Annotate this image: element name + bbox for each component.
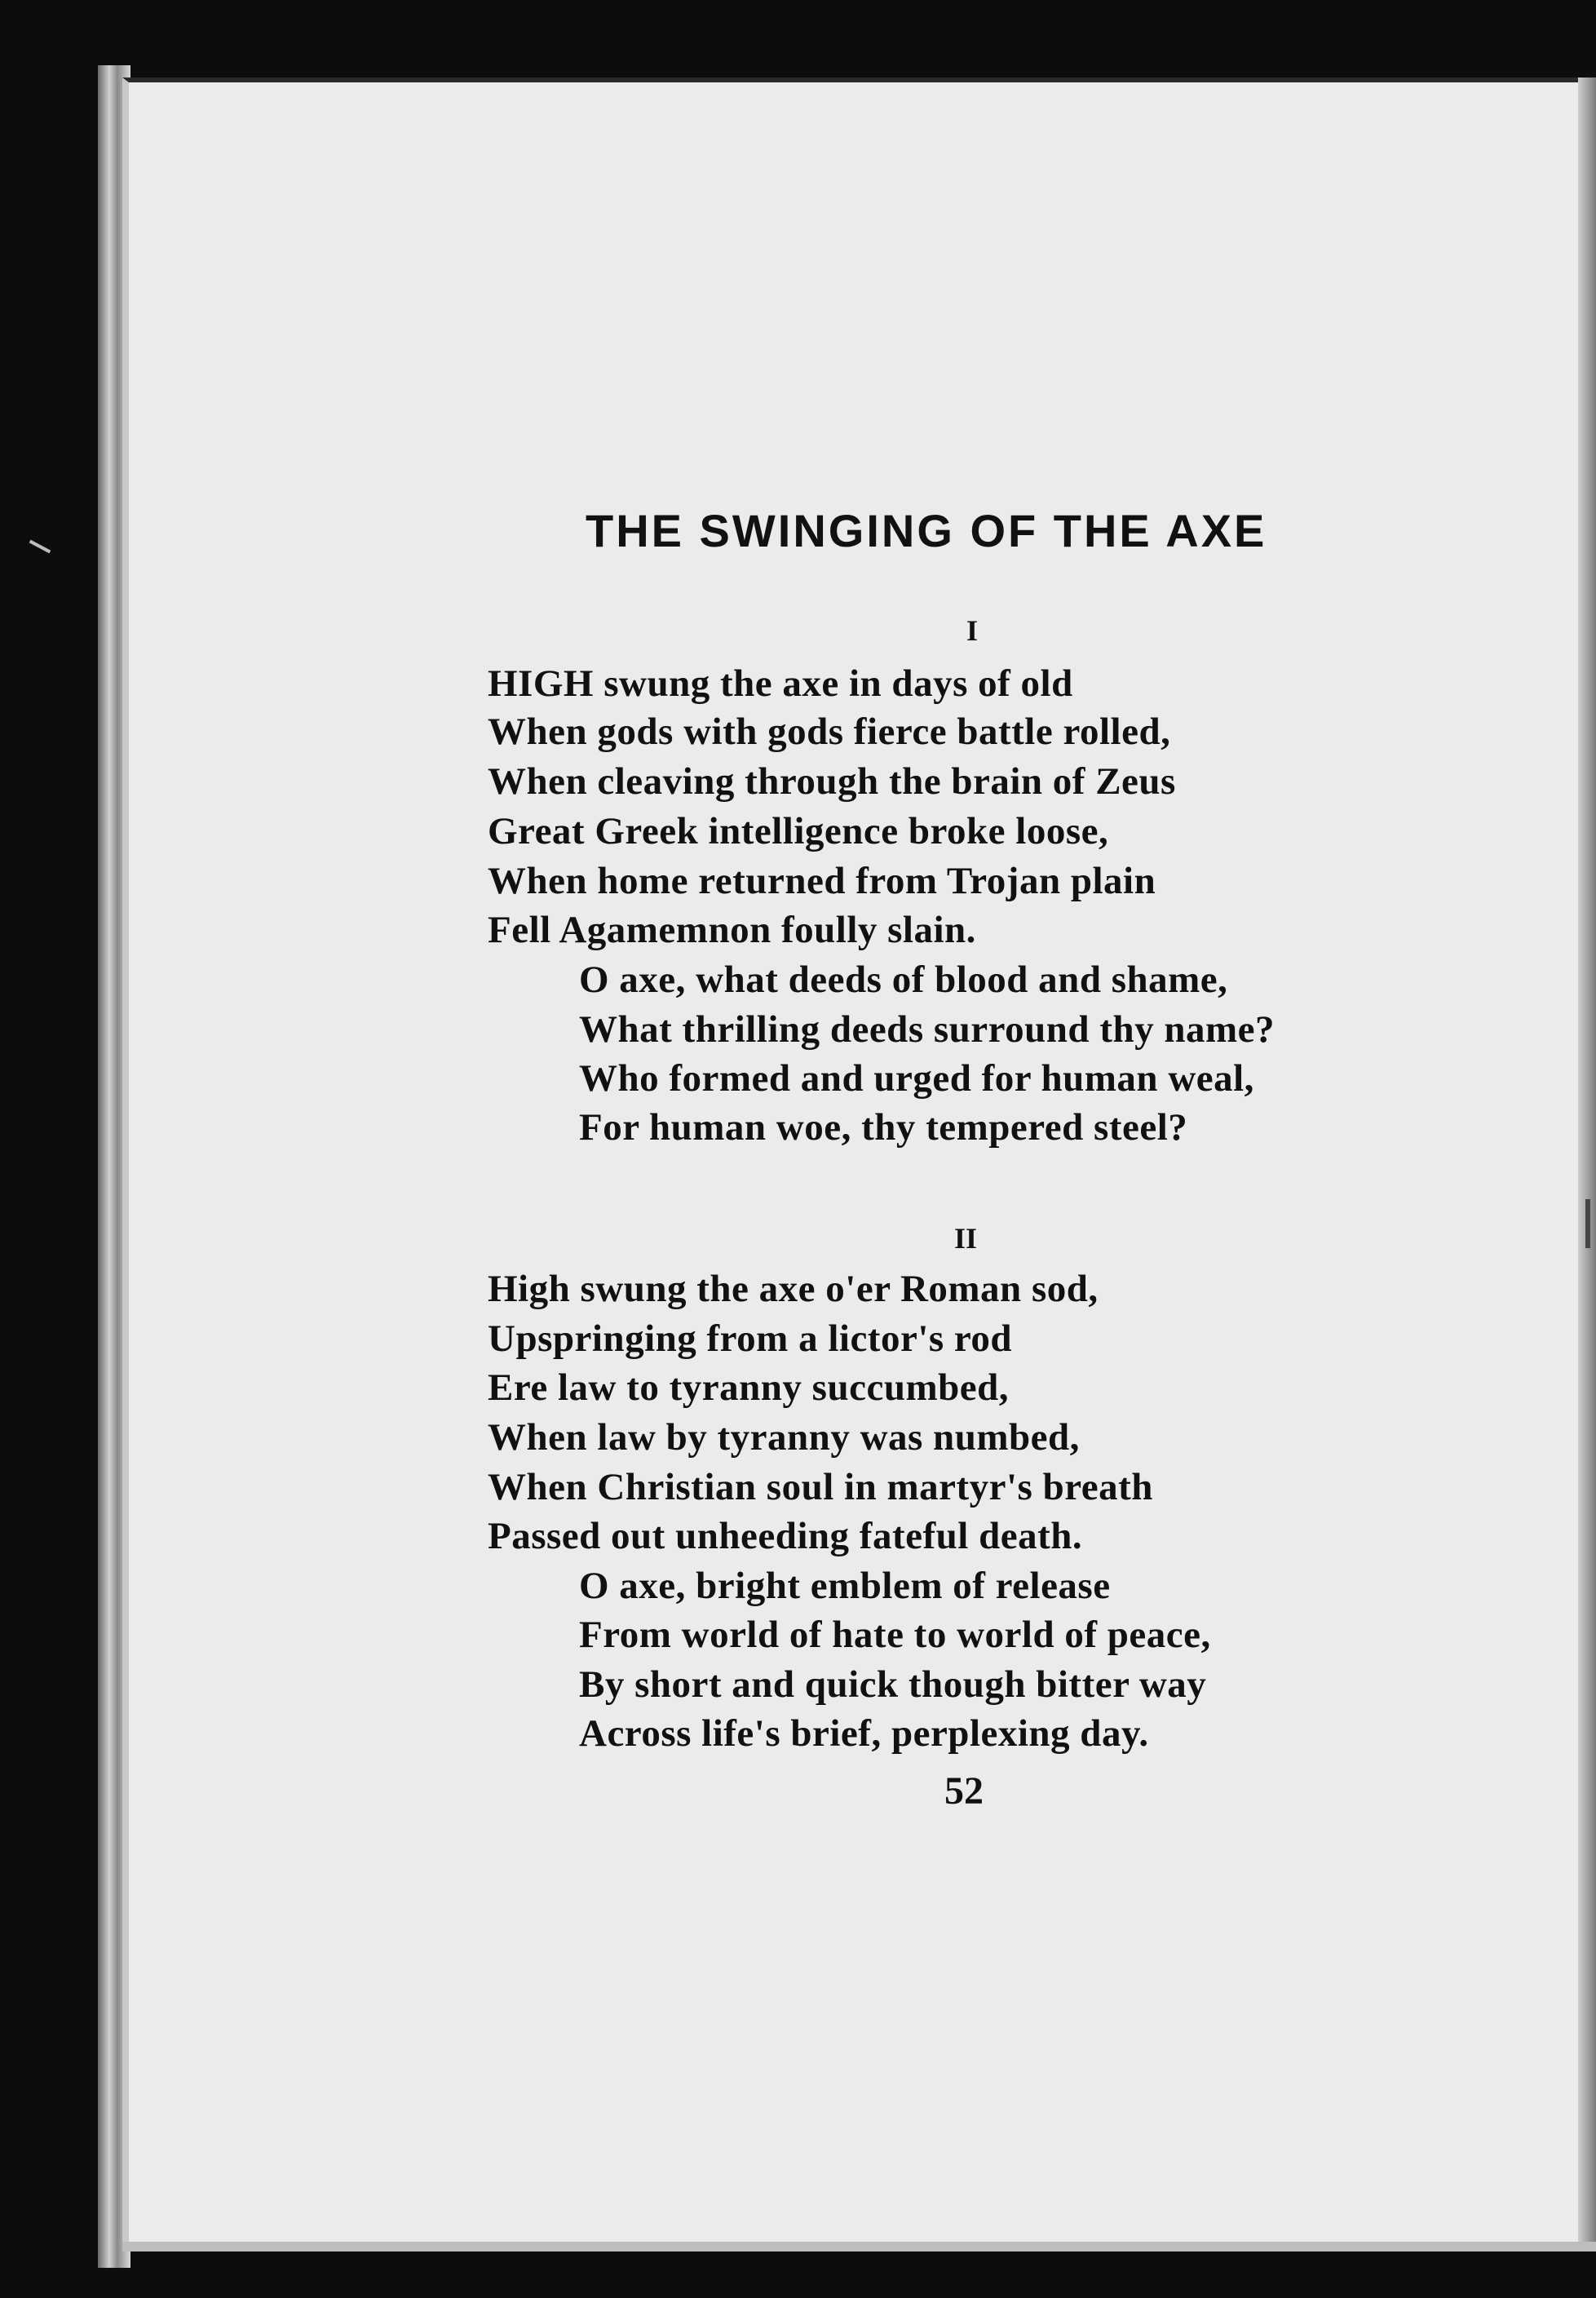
refrain-line: O axe, what deeds of blood and shame, — [579, 959, 1228, 1001]
stanza-line: Passed out unheeding fateful death. — [488, 1515, 1083, 1557]
refrain-line: Across life's brief, perplexing day. — [579, 1712, 1149, 1755]
stanza-line: Fell Agamemnon foully slain. — [488, 909, 976, 951]
margin-mark-right — [1585, 1199, 1590, 1248]
stanza-line: High swung the axe o'er Roman sod, — [488, 1268, 1099, 1310]
page-right-edge — [1578, 77, 1596, 2252]
margin-mark — [29, 540, 51, 554]
stanza-line: When law by tyranny was numbed, — [488, 1416, 1080, 1459]
stanza-numeral: I — [966, 614, 979, 647]
refrain-line: By short and quick though bitter way — [579, 1663, 1207, 1706]
stanza-line: Upspringing from a lictor's rod — [488, 1317, 1013, 1360]
page-bottom-edge — [122, 2242, 1596, 2252]
stanza-numeral: II — [954, 1222, 978, 1255]
stanza-line: Ere law to tyranny succumbed, — [488, 1366, 1009, 1409]
page-number: 52 — [944, 1769, 984, 1813]
book-page — [122, 77, 1582, 2252]
stanza-line: Great Greek intelligence broke loose, — [488, 810, 1109, 852]
stanza-line: When Christian soul in martyr's breath — [488, 1466, 1153, 1508]
refrain-line: What thrilling deeds surround thy name? — [579, 1008, 1275, 1051]
stanza-line: When cleaving through the brain of Zeus — [488, 760, 1176, 803]
stanza-line: When home returned from Trojan plain — [488, 860, 1156, 902]
stanza-line: HIGH swung the axe in days of old — [488, 662, 1073, 705]
refrain-line: For human woe, thy tempered steel? — [579, 1106, 1188, 1149]
refrain-line: From world of hate to world of peace, — [579, 1614, 1211, 1656]
stanza-line: When gods with gods fierce battle rolled, — [488, 711, 1171, 753]
refrain-line: O axe, bright emblem of release — [579, 1565, 1111, 1607]
poem-title: THE SWINGING OF THE AXE — [586, 505, 1267, 556]
refrain-line: Who formed and urged for human weal, — [579, 1057, 1254, 1100]
